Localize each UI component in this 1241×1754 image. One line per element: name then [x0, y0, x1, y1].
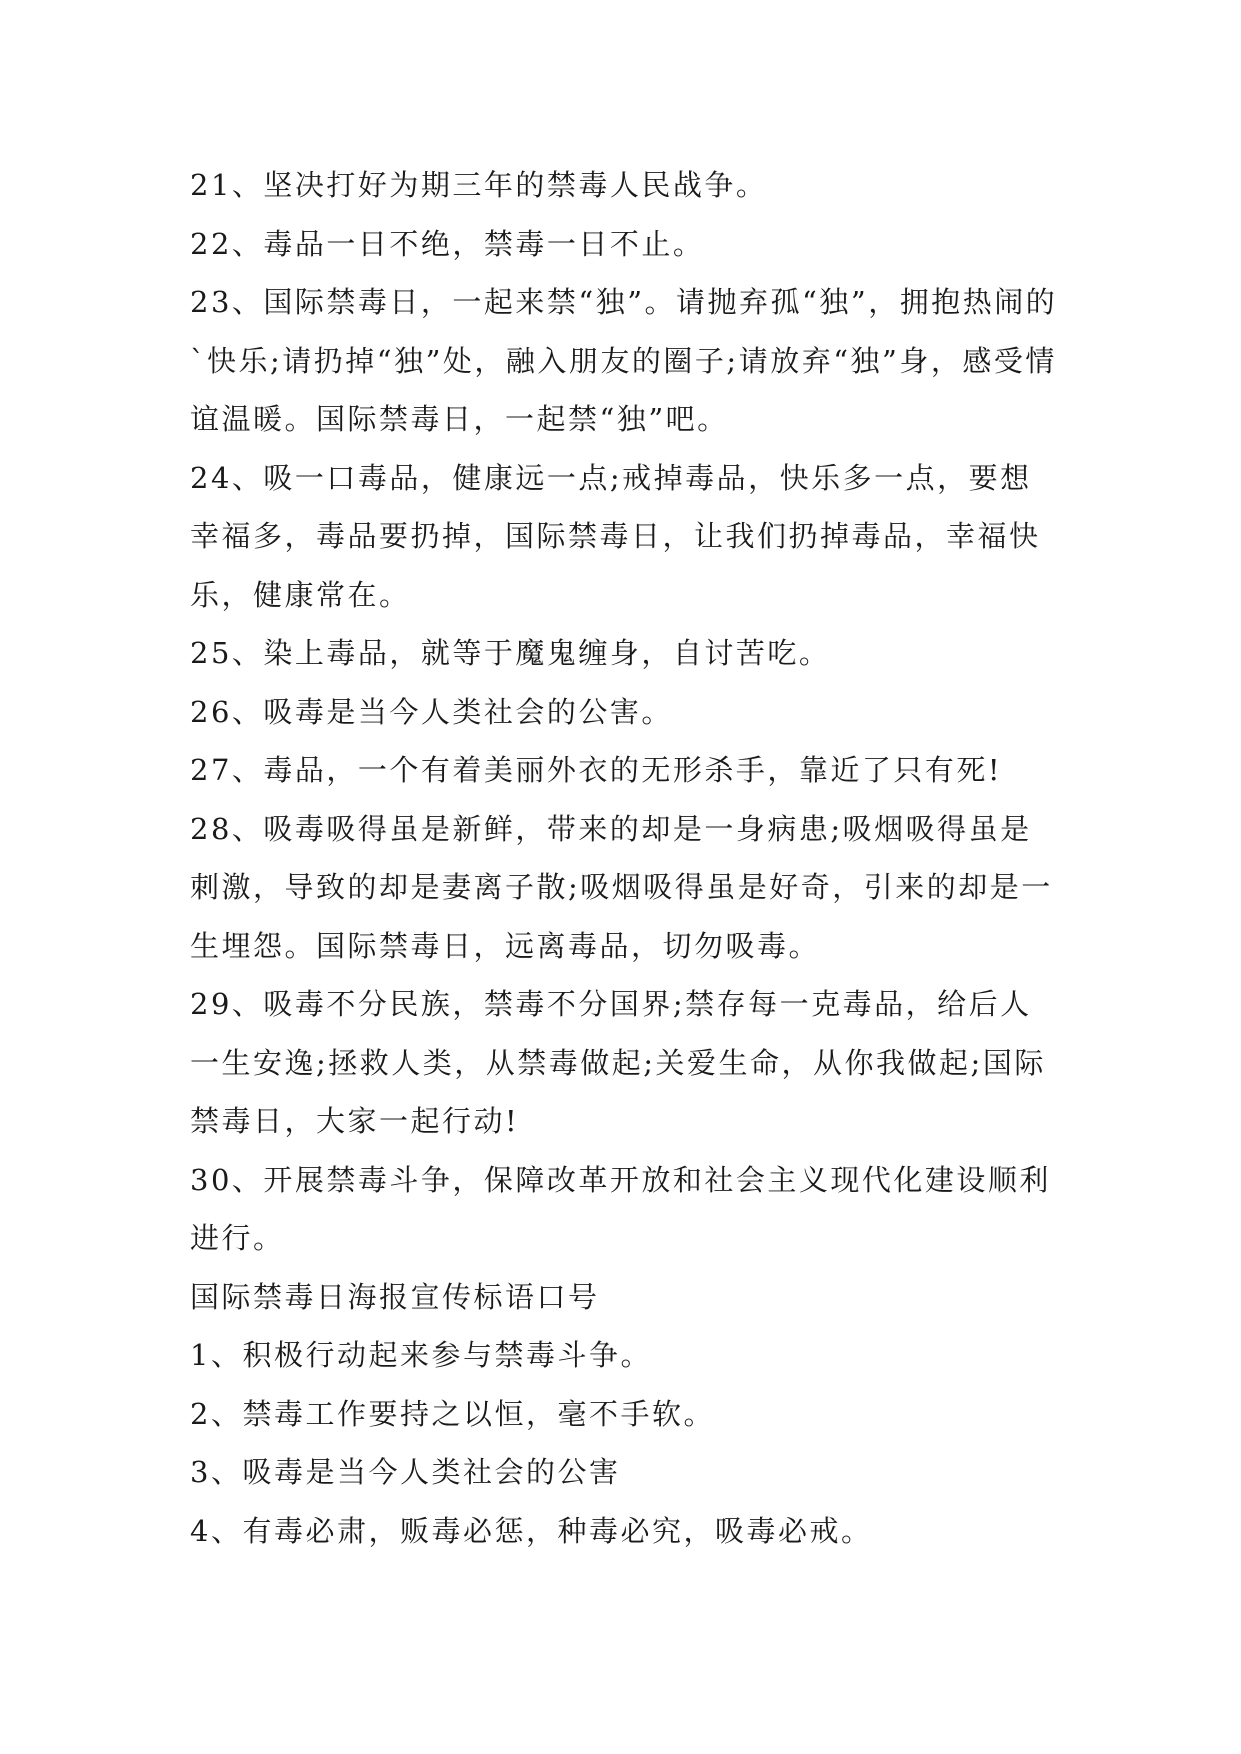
slogan-27: 27、毒品，一个有着美丽外衣的无形杀手，靠近了只有死! — [190, 753, 1003, 787]
poster-slogan-3: 3、吸毒是当今人类社会的公害 — [190, 1455, 621, 1489]
slogan-28: 28、吸毒吸得虽是新鲜，带来的却是一身病患;吸烟吸得虽是刺激，导致的却是妻离子散;吸烟吸得虽是好奇，引来的却是一生埋怨。国际禁毒日，远离毒品，切勿吸毒。 — [190, 811, 1053, 963]
poster-slogan-2: 2、禁毒工作要持之以恒，毫不手软。 — [190, 1396, 715, 1431]
slogan-29: 29、吸毒不分民族，禁毒不分国界;禁存每一克毒品，给后人一生安逸;拯救人类，从禁毒做起;关爱生命，从你我做起;国际禁毒日，大家一起行动! — [190, 987, 1046, 1138]
slogan-21: 21、坚决打好为期三年的禁毒人民战争。 — [190, 168, 768, 202]
poster-slogan-4: 4、有毒必肃，贩毒必惩，种毒必究，吸毒必戒。 — [190, 1513, 873, 1548]
section-heading: 国际禁毒日海报宣传标语口号 — [190, 1279, 600, 1314]
slogan-24: 24、吸一口毒品，健康远一点;戒掉毒品，快乐多一点，要想幸福多，毒品要扔掉，国际禁毒日，让我们扔掉毒品，幸福快乐，健康常在。 — [190, 460, 1041, 612]
slogan-23: 23、国际禁毒日，一起来禁“独”。请抛弃孤“独”，拥抱热闹的`快乐;请扔掉“独”处，融入朋友的圈子;请放弃“独”身，感受情谊温暖。国际禁毒日，一起禁“独”吧。 — [190, 285, 1058, 436]
slogan-26: 26、吸毒是当今人类社会的公害。 — [190, 694, 673, 729]
slogan-22: 22、毒品一日不绝，禁毒一日不止。 — [190, 226, 705, 261]
slogan-30: 30、开展禁毒斗争，保障改革开放和社会主义现代化建设顺利进行。 — [190, 1162, 1051, 1255]
poster-slogan-1: 1、积极行动起来参与禁毒斗争。 — [190, 1338, 652, 1372]
document-body — [190, 156, 1060, 1560]
slogan-25: 25、染上毒品，就等于魔鬼缠身，自讨苦吃。 — [190, 636, 831, 670]
